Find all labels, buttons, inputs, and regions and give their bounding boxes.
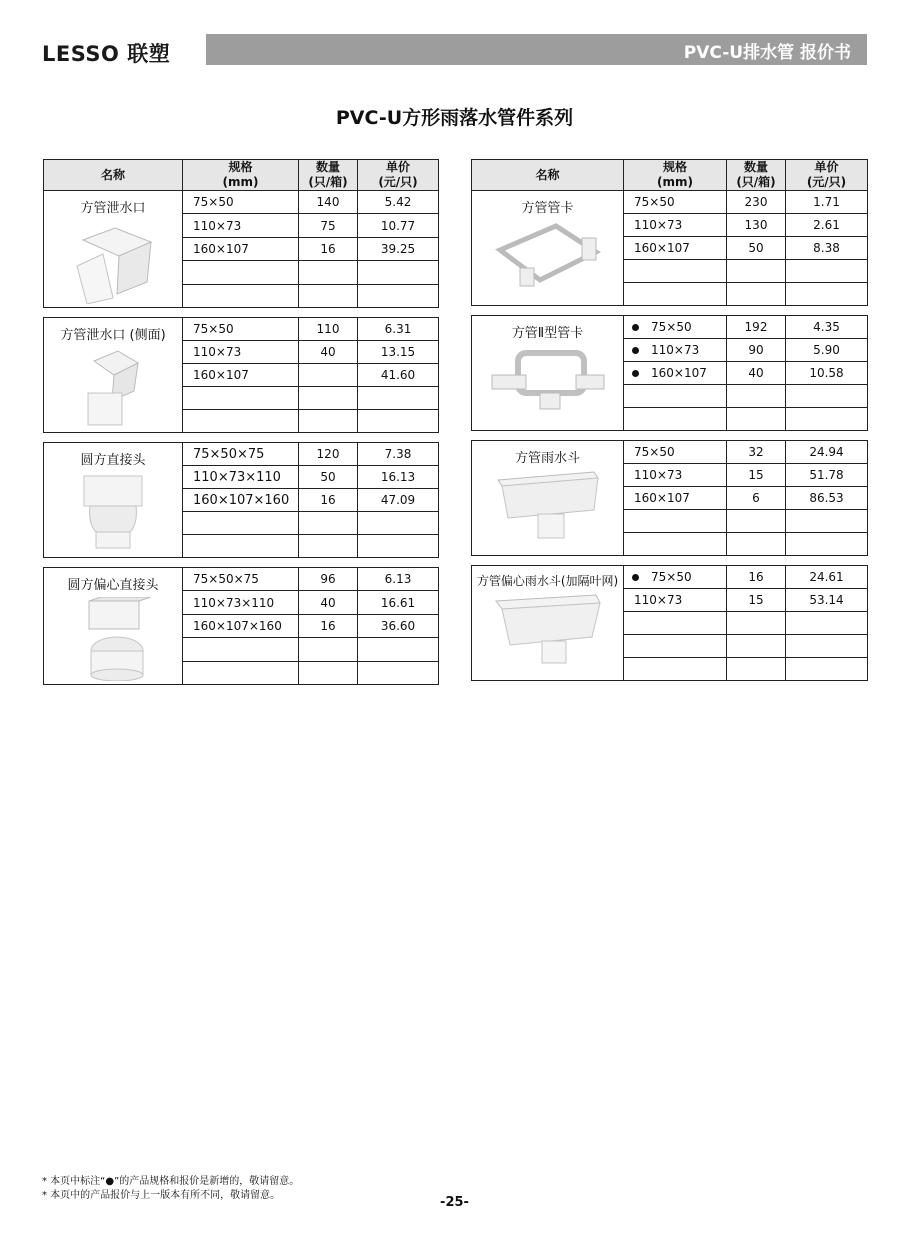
price-cell: 16.13 [358,466,439,489]
price-cell: 2.61 [786,214,868,237]
qty-cell: 6 [727,487,786,510]
spec-cell [183,489,299,512]
qty-cell: 40 [299,591,358,614]
spec-cell [183,638,299,661]
qty-cell: 15 [727,464,786,487]
price-cell: 7.38 [358,443,439,466]
price-cell: 13.15 [358,341,439,364]
product-photo [472,593,623,668]
qty-cell: 90 [727,339,786,362]
new-item-dot-icon [632,347,639,354]
table-row [472,316,868,339]
qty-cell [299,512,358,535]
spec-cell [183,237,299,260]
spec-cell [183,364,299,387]
qty-cell: 32 [727,441,786,464]
price-cell [786,260,868,283]
price-cell: 41.60 [358,364,439,387]
qty-cell [299,284,358,307]
spec-cell [624,566,727,589]
price-cell [786,283,868,306]
qty-cell [299,261,358,284]
qty-cell [299,364,358,387]
qty-cell: 16 [299,489,358,512]
qty-cell [299,535,358,558]
col-spec-header: 规格 (mm) [624,160,727,191]
col-qty-header: 数量 (只/箱) [299,160,358,191]
price-cell [786,510,868,533]
brand-logo: LESSO 联塑 [42,42,171,66]
price-cell [358,661,439,684]
spec-cell [624,533,727,556]
price-cell: 24.61 [786,566,868,589]
price-cell: 10.77 [358,214,439,237]
product-name-cell [472,441,624,556]
product-photo [44,472,182,553]
spec-cell [183,214,299,237]
product-name: 方管管卡 [521,201,574,216]
price-cell: 51.78 [786,464,868,487]
price-cell [358,387,439,410]
table-row [44,191,439,214]
spec-value: 110×73 [634,218,683,232]
header-bar [206,34,867,65]
qty-cell: 16 [727,566,786,589]
qty-cell: 40 [299,341,358,364]
product-photo [472,220,623,295]
qty-cell [727,612,786,635]
price-cell: 16.61 [358,591,439,614]
spec-cell [183,614,299,637]
price-cell: 47.09 [358,489,439,512]
col-price-header: 单价 (元/只) [358,160,439,191]
price-cell: 4.35 [786,316,868,339]
qty-cell: 120 [299,443,358,466]
spec-value: 75×50 [634,445,675,459]
product-name: 方管偏心雨水斗(加隔叶网) [476,574,619,588]
price-cell [786,533,868,556]
table-row [44,318,439,341]
price-cell: 5.42 [358,191,439,214]
product-photo [472,345,623,418]
product-name: 方管泄水口 [80,201,146,216]
spec-cell [624,612,727,635]
product-name-cell [44,568,183,685]
product-name: 圆方偏心直接头 [67,578,159,593]
price-cell [786,658,868,681]
spec-value: 110×73 [634,593,683,607]
spec-cell [183,410,299,433]
price-cell: 36.60 [358,614,439,637]
spec-cell [624,487,727,510]
qty-cell [727,533,786,556]
spec-cell [624,191,727,214]
spec-value: 110×73×110 [193,469,281,485]
spec-value: 110×73×110 [193,595,275,610]
qty-cell: 50 [727,237,786,260]
price-cell: 10.58 [786,362,868,385]
qty-cell [727,260,786,283]
price-cell [358,261,439,284]
col-price-header: 单价 (元/只) [786,160,868,191]
spec-value: 75×50×75 [193,572,259,587]
spec-value: 160×107 [634,241,690,255]
product-name: 方管雨水斗 [514,451,580,466]
qty-cell [299,387,358,410]
product-name: 方管Ⅱ型管卡 [511,326,584,341]
table-row [44,443,439,466]
spec-cell [624,316,727,339]
table-row [472,566,868,589]
price-cell [358,535,439,558]
spec-value: 75×50 [193,322,234,336]
qty-cell: 16 [299,614,358,637]
price-cell: 8.38 [786,237,868,260]
qty-cell: 130 [727,214,786,237]
spec-value: 110×73 [193,345,242,359]
spec-cell [624,260,727,283]
spec-value: 160×107×160 [193,618,282,633]
product-name: 方管泄水口 (侧面) [60,328,166,343]
price-cell: 5.90 [786,339,868,362]
qty-cell [299,661,358,684]
price-cell: 24.94 [786,441,868,464]
group-spacer [472,431,868,441]
price-cell: 6.31 [358,318,439,341]
spec-value: 160×107 [193,241,249,256]
spec-cell [624,283,727,306]
product-name-cell [472,566,624,681]
price-cell [358,284,439,307]
col-spec-header: 规格 (mm) [183,160,299,191]
price-cell [786,612,868,635]
spec-value: 110×73 [193,218,242,233]
header-title: PVC-U排水管 报价书 [683,43,851,63]
qty-cell: 40 [727,362,786,385]
product-photo [44,220,182,307]
spec-cell [183,443,299,466]
spec-value: 160×107×160 [193,492,290,508]
spec-cell [624,510,727,533]
spec-cell [624,214,727,237]
spec-value: 75×50 [651,570,692,584]
group-spacer [44,308,439,318]
table-header-row [44,160,439,191]
spec-cell [624,362,727,385]
price-cell: 53.14 [786,589,868,612]
col-qty-header: 数量 (只/箱) [727,160,786,191]
qty-cell [299,638,358,661]
group-spacer [44,433,439,443]
qty-cell: 230 [727,191,786,214]
qty-cell: 15 [727,589,786,612]
spec-cell [183,261,299,284]
price-cell [358,638,439,661]
price-cell [786,635,868,658]
spec-cell [624,635,727,658]
spec-cell [183,341,299,364]
product-name-cell [44,318,183,433]
spec-value: 110×73 [651,343,700,357]
spec-cell [183,591,299,614]
group-spacer [472,306,868,316]
qty-cell: 110 [299,318,358,341]
price-cell [358,512,439,535]
qty-cell: 96 [299,568,358,591]
spec-cell [183,191,299,214]
product-name-cell [472,191,624,306]
price-table-right [471,159,868,681]
product-photo [44,597,182,684]
table-row [472,191,868,214]
group-spacer [44,558,439,568]
col-name-header: 名称 [44,160,183,191]
table-row [472,441,868,464]
qty-cell [727,283,786,306]
page-title: PVC-U方形雨落水管件系列 [335,107,574,129]
spec-cell [624,441,727,464]
spec-value: 75×50×75 [193,446,265,462]
spec-cell [624,237,727,260]
price-cell [786,408,868,431]
spec-cell [624,464,727,487]
spec-value: 75×50 [651,320,692,334]
price-cell: 39.25 [358,237,439,260]
spec-cell [183,512,299,535]
spec-cell [183,284,299,307]
new-item-dot-icon [632,370,639,377]
footnote-price-change: * 本页中的产品报价与上一版本有所不同，敬请留意。 [42,1190,281,1201]
qty-cell [727,510,786,533]
spec-value: 75×50 [193,195,234,210]
qty-cell: 50 [299,466,358,489]
spec-cell [183,661,299,684]
footnote-new-marker: * 本页中标注“●”的产品规格和报价是新增的，敬请留意。 [42,1176,300,1187]
page-number: -25- [440,1195,469,1210]
qty-cell [727,385,786,408]
spec-cell [183,568,299,591]
new-item-dot-icon [632,574,639,581]
qty-cell: 75 [299,214,358,237]
product-photo [44,347,182,430]
qty-cell [299,410,358,433]
price-cell: 6.13 [358,568,439,591]
price-table-left [43,159,439,685]
spec-cell [183,535,299,558]
new-item-dot-icon [632,324,639,331]
spec-value: 110×73 [634,468,683,482]
product-name-cell [44,443,183,558]
spec-cell [624,658,727,681]
spec-value: 160×107 [651,366,707,380]
spec-value: 160×107 [634,491,690,505]
product-name-cell [472,316,624,431]
spec-cell [183,387,299,410]
spec-cell [183,318,299,341]
qty-cell: 16 [299,237,358,260]
product-photo [472,470,623,545]
product-name-cell [44,191,183,308]
col-name-header: 名称 [472,160,624,191]
spec-cell [624,385,727,408]
qty-cell: 192 [727,316,786,339]
spec-cell [624,339,727,362]
price-cell [358,410,439,433]
group-spacer [472,556,868,566]
spec-cell [624,589,727,612]
qty-cell [727,408,786,431]
qty-cell [727,635,786,658]
spec-value: 160×107 [193,368,249,382]
qty-cell: 140 [299,191,358,214]
price-cell: 1.71 [786,191,868,214]
table-header-row [472,160,868,191]
qty-cell [727,658,786,681]
price-cell: 86.53 [786,487,868,510]
spec-cell [183,466,299,489]
spec-value: 75×50 [634,195,675,209]
spec-cell [624,408,727,431]
table-row [44,568,439,591]
price-cell [786,385,868,408]
product-name: 圆方直接头 [80,453,146,468]
